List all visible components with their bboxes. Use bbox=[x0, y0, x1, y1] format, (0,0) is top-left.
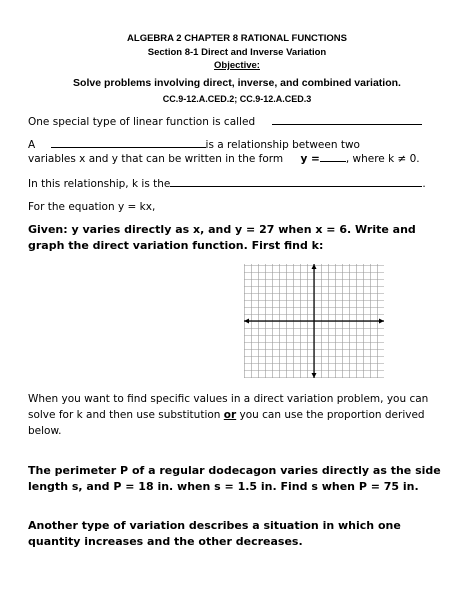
line4-end: . bbox=[422, 178, 426, 190]
worksheet-title: ALGEBRA 2 CHAPTER 8 RATIONAL FUNCTIONS bbox=[127, 33, 347, 44]
line-linear-function bbox=[28, 115, 422, 128]
blank-k[interactable] bbox=[170, 177, 422, 187]
given-problem: Given: y varies directly as x, and y = 27 when x = 6. Write and graph the direct variation function. First find k: bbox=[28, 223, 416, 252]
perimeter-problem: The perimeter P of a regular dodecagon varies directly as the side length s, and P = 18 in. when s = 1.5 in. Find s when P = 75 in. bbox=[28, 464, 441, 493]
line-equation: For the equation y = kx, bbox=[28, 201, 156, 213]
standards: CC.9-12.A.CED.2; CC.9-12.A.CED.3 bbox=[162, 94, 312, 104]
line1-text: One special type of linear function is called bbox=[28, 116, 256, 128]
y-axis-arrow-icon bbox=[312, 264, 317, 269]
line2-b: is a relationship between two bbox=[205, 139, 360, 151]
x-axis-arrow-icon bbox=[379, 319, 384, 324]
line-k bbox=[28, 177, 426, 190]
line4-text: In this relationship, k is the bbox=[28, 178, 171, 190]
objective-text: Solve problems involving direct, inverse, and combined variation. bbox=[73, 77, 401, 89]
para-or: or bbox=[223, 409, 237, 421]
para-part1: When you want to find specific values in a direct variation problem, you can solve for k and then use substitution bbox=[28, 393, 429, 421]
coordinate-grid[interactable] bbox=[244, 264, 384, 378]
blank-definition[interactable] bbox=[51, 138, 206, 148]
line-form bbox=[28, 152, 420, 165]
line3-b: y = bbox=[300, 153, 320, 165]
line3-c: , where k ≠ 0. bbox=[345, 153, 420, 165]
line2-a: A bbox=[28, 139, 36, 151]
objective-label: Objective: bbox=[214, 60, 260, 71]
line3-a: variables x and y that can be written in the form bbox=[28, 153, 284, 165]
proportion-paragraph bbox=[28, 391, 448, 439]
section-title: Section 8-1 Direct and Inverse Variation bbox=[147, 47, 327, 58]
blank-linear-function[interactable] bbox=[272, 115, 422, 125]
line-definition bbox=[28, 138, 360, 151]
blank-form[interactable] bbox=[320, 152, 346, 162]
inverse-variation-intro: Another type of variation describes a situation in which one quantity increases and the other decreases. bbox=[28, 519, 401, 548]
para-part2: you can use the proportion derived below. bbox=[28, 409, 425, 437]
